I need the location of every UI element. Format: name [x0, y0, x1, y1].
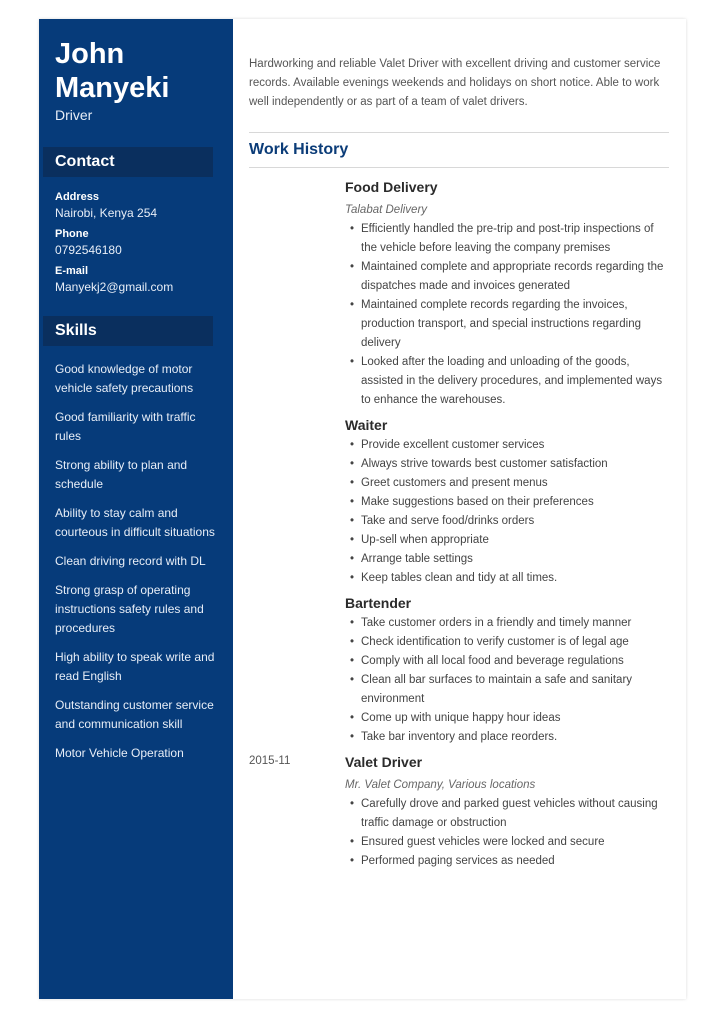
divider: [249, 167, 669, 168]
job-bullet: • Efficiently handled the pre-trip and post-trip inspections of the vehicle before leaving the company premises: [345, 220, 671, 258]
job-bullet: • Check identification to verify customer is of legal age: [345, 633, 671, 652]
job-entry: [249, 594, 671, 747]
skill-item: Good familiarity with traffic rules: [55, 410, 196, 443]
phone-value: 0792546180: [55, 243, 122, 257]
job-title: Valet Driver: [345, 754, 423, 770]
job-company: Mr. Valet Company, Various locations: [345, 779, 536, 791]
job-bullets: [345, 795, 671, 871]
job-bullet: • Carefully drove and parked guest vehicles without causing traffic damage or obstruction: [345, 795, 671, 833]
job-bullets: [345, 436, 671, 588]
job-bullet: • Take customer orders in a friendly and timely manner: [345, 614, 671, 633]
job-bullets: [345, 614, 671, 747]
job-bullet: • Provide excellent customer services: [345, 436, 671, 455]
job-bullet: • Looked after the loading and unloading of the goods, assisted in the delivery procedures, and implemented ways to enhance the warehouses.: [345, 353, 671, 410]
candidate-name: [55, 37, 233, 105]
job-bullet: • Up-sell when appropriate: [345, 531, 671, 550]
job-bullet: • Clean all bar surfaces to maintain a safe and sanitary environment: [345, 671, 671, 709]
summary-text: Hardworking and reliable Valet Driver with excellent driving and customer service records. Available evenings weekends and holidays on short notice. Able to work well independently or as part of a team of valet drivers.: [249, 58, 661, 108]
job-company: Talabat Delivery: [345, 204, 428, 216]
phone-label: Phone: [55, 228, 89, 240]
skill-item: Clean driving record with DL: [55, 554, 206, 568]
job-date: 2015-11: [249, 755, 291, 767]
job-title: Bartender: [345, 595, 412, 611]
job-bullet: • Always strive towards best customer satisfaction: [345, 455, 671, 474]
candidate-role: Driver: [55, 107, 93, 123]
skill-item: Strong grasp of operating instructions safety rules and procedures: [55, 583, 204, 635]
resume-page: [39, 19, 686, 999]
job-bullet: • Maintained complete records regarding the invoices, production transport, and special instructions regarding delivery: [345, 296, 671, 353]
skills-heading: Skills: [43, 316, 213, 346]
job-bullet: • Comply with all local food and beverage regulations: [345, 652, 671, 671]
job-bullet: • Performed paging services as needed: [345, 852, 671, 871]
email-value: Manyekj2@gmail.com: [55, 280, 174, 294]
job-entry: [249, 178, 671, 410]
main-content: [249, 55, 671, 877]
job-entry: [249, 753, 671, 871]
skill-item: Outstanding customer service and communication skill: [55, 698, 214, 731]
work-history-title: Work History: [249, 141, 349, 158]
skills-list: [55, 360, 223, 763]
address-label: Address: [55, 191, 100, 203]
job-bullet: • Take bar inventory and place reorders.: [345, 728, 671, 747]
last-name: Manyeki: [55, 72, 170, 104]
skill-item: High ability to speak write and read English: [55, 650, 215, 683]
job-bullet: • Ensured guest vehicles were locked and secure: [345, 833, 671, 852]
skill-item: Strong ability to plan and schedule: [55, 458, 188, 491]
first-name: John: [55, 38, 125, 70]
email-label: E-mail: [55, 265, 89, 277]
divider: [249, 132, 669, 133]
job-bullet: • Take and serve food/drinks orders: [345, 512, 671, 531]
job-bullets: [345, 220, 671, 410]
skill-item: Good knowledge of motor vehicle safety precautions: [55, 362, 194, 395]
job-bullet: • Arrange table settings: [345, 550, 671, 569]
job-entry: [249, 416, 671, 588]
job-bullet: • Greet customers and present menus: [345, 474, 671, 493]
job-bullet: • Keep tables clean and tidy at all times.: [345, 569, 671, 588]
skill-item: Motor Vehicle Operation: [55, 746, 184, 760]
job-title: Waiter: [345, 417, 388, 433]
contact-block: [55, 191, 233, 294]
jobs-list: [249, 178, 671, 871]
job-bullet: • Make suggestions based on their preferences: [345, 493, 671, 512]
skill-item: Ability to stay calm and courteous in difficult situations: [55, 506, 215, 539]
sidebar: [39, 19, 233, 999]
address-value: Nairobi, Kenya 254: [55, 206, 158, 220]
job-title: Food Delivery: [345, 179, 438, 195]
job-bullet: • Come up with unique happy hour ideas: [345, 709, 671, 728]
contact-heading: Contact: [43, 147, 213, 177]
job-bullet: • Maintained complete and appropriate records regarding the dispatches made and invoices generated: [345, 258, 671, 296]
